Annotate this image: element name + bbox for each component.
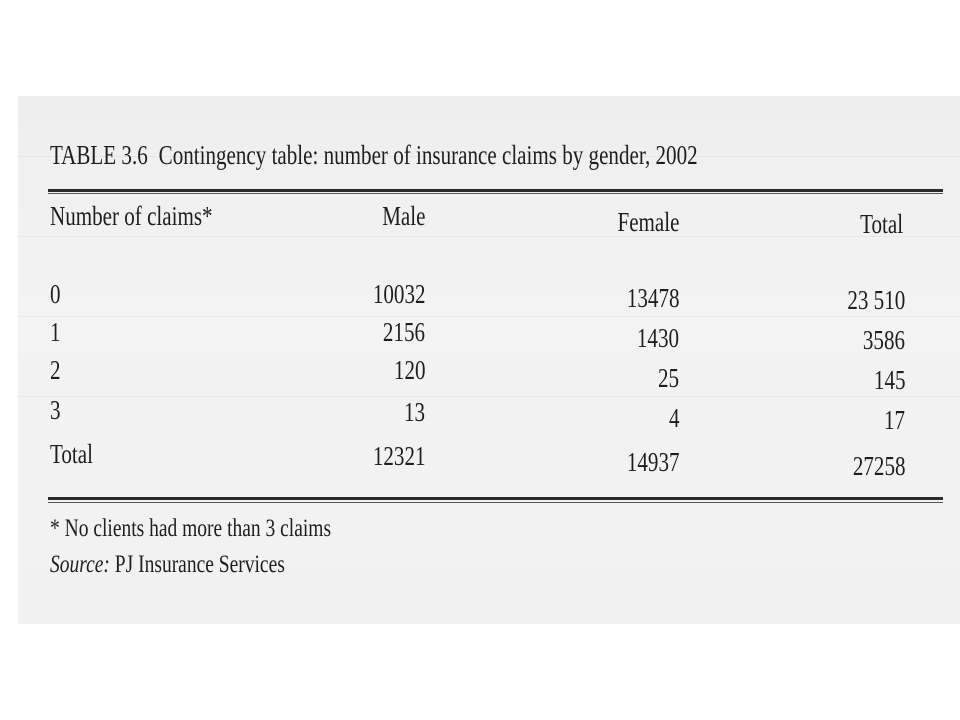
table-cell-total-label: Total (50, 439, 93, 469)
table-cell-claims: 2 (50, 355, 61, 385)
table-cell-female: 13478 (626, 283, 679, 313)
table-cell-grand-total: 27258 (852, 451, 905, 481)
table-title (50, 138, 698, 172)
table-cell-claims: 1 (50, 317, 61, 347)
scanned-book-page (18, 96, 960, 624)
top-rule (48, 189, 943, 192)
table-cell-male-total: 12321 (372, 441, 425, 471)
table-cell-male: 2156 (382, 317, 425, 347)
column-header-male: Male (381, 201, 425, 231)
bleed-through-line (18, 316, 960, 317)
source-text: PJ Insurance Services (114, 551, 285, 578)
bleed-through-line (18, 396, 960, 397)
column-header-total: Total (860, 209, 903, 239)
table-cell-male: 13 (403, 397, 425, 427)
bleed-through-line (18, 236, 960, 237)
source-label: Source: (50, 551, 110, 578)
table-cell-male: 120 (393, 355, 425, 385)
table-cell-claims: 0 (50, 279, 61, 309)
column-header-female: Female (617, 207, 679, 237)
table-cell-male: 10032 (372, 279, 425, 309)
column-header-claims: Number of claims* (50, 201, 213, 231)
table-source (50, 550, 285, 580)
table-cell-female: 1430 (636, 323, 679, 353)
table-footnote: * No clients had more than 3 claims (50, 515, 332, 542)
table-cell-claims: 3 (50, 395, 61, 425)
table-cell-female: 4 (668, 403, 679, 433)
bottom-rule-thin (48, 502, 943, 503)
table-cell-total: 145 (873, 365, 905, 395)
table-caption: Contingency table: number of insurance claims by gender, 2002 (158, 140, 698, 170)
table-cell-female: 25 (657, 363, 679, 393)
table-number: TABLE 3.6 (50, 140, 148, 170)
table-cell-total: 3586 (862, 325, 905, 355)
table-cell-female-total: 14937 (626, 447, 679, 477)
table-cell-total: 17 (883, 405, 905, 435)
table-cell-total: 23 510 (847, 285, 905, 315)
bottom-rule (48, 497, 943, 500)
top-rule-thin (48, 193, 943, 194)
